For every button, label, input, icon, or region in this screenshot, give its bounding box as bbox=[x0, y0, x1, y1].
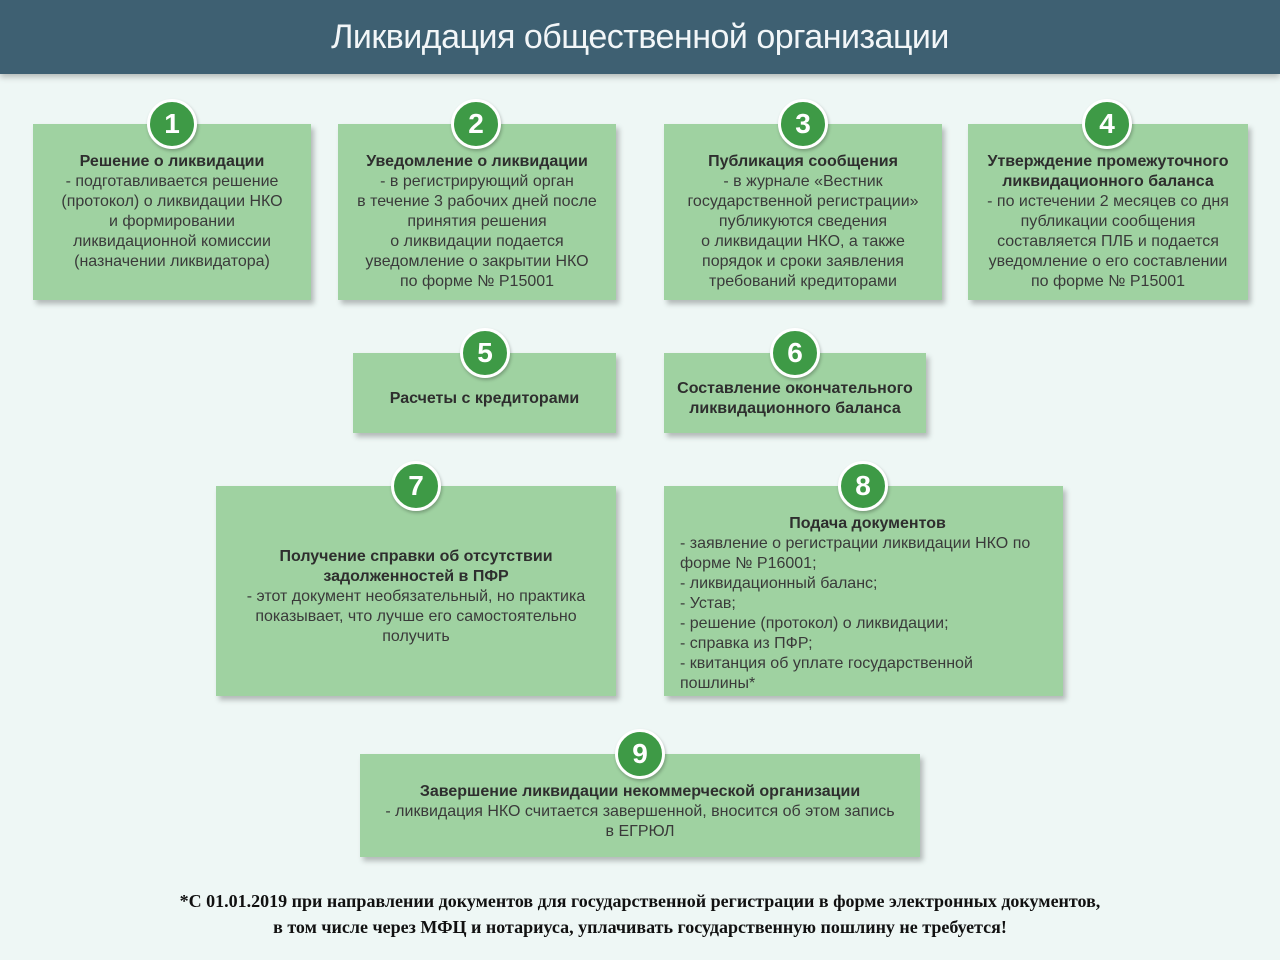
step-number-badge-9: 9 bbox=[615, 729, 665, 779]
step-number-badge-6: 6 bbox=[770, 328, 820, 378]
step-number-badge-3: 3 bbox=[778, 99, 828, 149]
step-card-7 bbox=[216, 486, 616, 696]
step-card-8 bbox=[664, 486, 1063, 696]
step-number-badge-2: 2 bbox=[451, 99, 501, 149]
step-number-badge-1: 1 bbox=[147, 99, 197, 149]
footnote-line-2: в том числе через МФЦ и нотариуса, уплачивать государственную пошлину не требуется! bbox=[273, 917, 1007, 937]
step-title: Публикация сообщения bbox=[708, 153, 898, 170]
page-title: Ликвидация общественной организации bbox=[331, 17, 949, 56]
step-number-badge-7: 7 bbox=[391, 461, 441, 511]
step-title: Завершение ликвидации некоммерческой организации bbox=[419, 783, 861, 800]
step-body: - заявление о регистрации ликвидации НКО по форме № Р16001; - ликвидационный баланс; - Устав; - решение (протокол) о ликвидации; - справка из ПФР; - квитанция об уплате государственной пошлины* bbox=[680, 535, 1031, 692]
step-card-1 bbox=[33, 124, 311, 300]
step-number-badge-4: 4 bbox=[1082, 99, 1132, 149]
step-title: Получение справки об отсутствии задолженностей в ПФР bbox=[279, 548, 553, 585]
step-body: - в регистрирующий орган в течение 3 рабочих дней после принятия решения о ликвидации подается уведомление о закрытии НКО по форме № Р15001 bbox=[357, 173, 597, 290]
step-card-2 bbox=[338, 124, 616, 300]
step-title: Утверждение промежуточного ликвидационного баланса bbox=[987, 153, 1229, 190]
step-number-badge-5: 5 bbox=[460, 328, 510, 378]
step-title: Расчеты с кредиторами bbox=[389, 390, 580, 407]
step-title: Уведомление о ликвидации bbox=[366, 153, 588, 170]
step-number-badge-8: 8 bbox=[838, 461, 888, 511]
step-body: - в журнале «Вестник государственной регистрации» публикуются сведения о ликвидации НКО, а также порядок и сроки заявления требований кредиторами bbox=[687, 173, 919, 290]
footnote bbox=[0, 888, 1280, 940]
step-body: - подготавливается решение (протокол) о ликвидации НКО и формировании ликвидационной комиссии (назначении ликвидатора) bbox=[61, 173, 283, 270]
step-title: Подача документов bbox=[789, 515, 946, 532]
step-card-3 bbox=[664, 124, 942, 300]
step-title: Решение о ликвидации bbox=[79, 153, 265, 170]
step-card-4 bbox=[968, 124, 1248, 300]
header-bar bbox=[0, 0, 1280, 74]
step-body: - по истечении 2 месяцев со дня публикации сообщения составляется ПЛБ и подается уведомление о его составлении по форме № Р15001 bbox=[987, 193, 1229, 290]
footnote-line-1: *С 01.01.2019 при направлении документов для государственной регистрации в форме электронных документов, bbox=[179, 891, 1101, 911]
step-title: Составление окончательного ликвидационного баланса bbox=[677, 380, 913, 417]
step-body: - ликвидация НКО считается завершенной, вносится об этом запись в ЕГРЮЛ bbox=[385, 803, 895, 840]
step-body: - этот документ необязательный, но практика показывает, что лучше его самостоятельно получить bbox=[246, 588, 586, 645]
